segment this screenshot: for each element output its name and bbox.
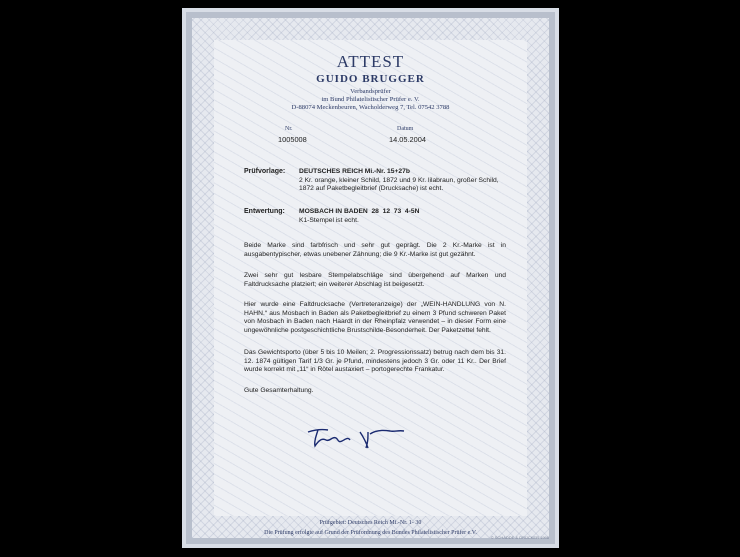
pruefvorlage-block [299,168,509,194]
nr-value: 1005008 [278,135,307,144]
pruefvorlage-text: 2 Kr. orange, kleiner Schild, 1872 und 9 Kr. lilabraun, großer Schild, 1872 auf Paketbegleitbrief (Drucksache) ist echt. [299,176,499,193]
pruefvorlage-heading: DEUTSCHES REICH Mi.-Nr. 15+27b [299,168,410,175]
paragraph-cancels: Zwei sehr gut lesbare Stempelabschläge sind übergehend auf Marken und Faltdrucksache platziert; ein weiterer Abschlag ist beigesetzt. [244,272,506,288]
certificate-title: ATTEST [336,52,405,71]
nr-label: Nr. [285,126,293,132]
examiner-name: GUIDO BRUGGER [316,73,425,85]
footer-pruefordnung: Die Prüfung erfolgte auf Grund der Prüfordnung des Bundes Philatelistischer Prüfer e.V. [264,530,477,536]
entwertung-label: Entwertung: [244,208,285,215]
paragraph-condition: Beide Marke sind farbfrisch und sehr gut geprägt. Die 2 Kr.-Marke ist in ausgabentypischer, etwas unebener Zähnung; die 9 Kr.-Marke ist gut gezähnt. [244,242,506,258]
examiner-role: Verbandsprüfer [350,88,391,95]
certificate-sheet [182,8,559,548]
entwertung-block [299,208,509,225]
examiner-association: im Bund Philatelistischer Prüfer e. V. [321,96,420,103]
entwertung-text: K1-Stempel ist echt. [299,216,359,224]
datum-label: Datum [397,126,414,132]
entwertung-heading: MOSBACH IN BADEN 28 12 73 4-5N [299,208,420,215]
datum-value: 14.05.2004 [389,135,426,144]
paragraph-postage: Das Gewichtsporto (über 5 bis 10 Meilen; 2. Progressionssatz) betrug nach dem bis 31. 12. 1874 gültigen Tarif 1/3 Gr. je Pfund, mindestens jedoch 3 Gr. oder 11 Kr.. Der Brief wurde korrekt mit „11“ in Rötel austaxiert – portogerechte Frankatur. [244,349,506,374]
printer-mark: © SCHADDE & DRÜCKER 1998 [490,535,549,540]
examiner-address: D-88074 Meckenbeuren, Wacholderweg 7, Tel. 07542 3788 [291,104,450,111]
footer-pruefgebiet: Prüfgebiet: Deutsches Reich Mi.-Nr. 1- 30 [319,520,422,526]
paragraph-conclusion: Gute Gesamterhaltung. [244,387,314,394]
examiner-signature [304,424,414,450]
pruefvorlage-label: Prüfvorlage: [244,168,286,175]
paragraph-usage: Hier wurde eine Faltdrucksache (Vertreteranzeige) der „WEIN-HANDLUNG von N. HAHN.“ aus Mosbach in Baden als Paketbegleitbrief zu einem 3 Pfund schweren Paket von Mosbach in Baden nach Haardt in der Rheinpfalz verwendet – in dieser Form eine ungewöhnliche postgeschichtliche Brustschilde-Besonderheit. Der Paketzettel fehlt. [244,301,506,334]
